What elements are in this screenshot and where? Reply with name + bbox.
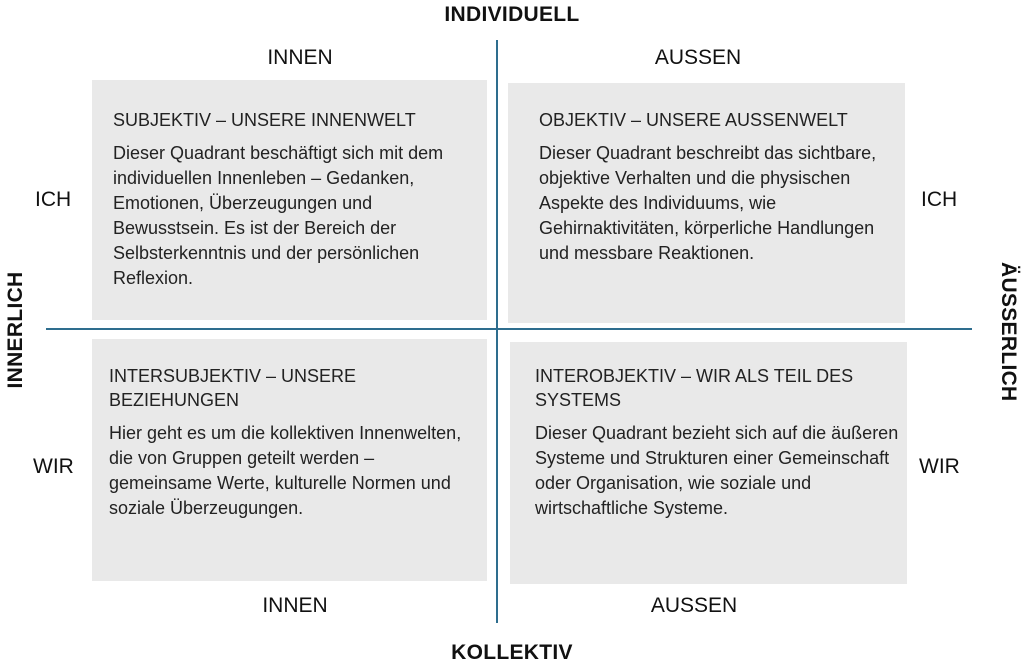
quadrant-intersubjective [92,339,487,581]
row-label-left-top: ICH [35,188,72,211]
quadrant-title: SUBJEKTIV – UNSERE INNENWELT [113,110,416,130]
quadrant-body: Dieser Quadrant beschreibt das sichtbare, objektive Verhalten und die physischen Aspekte des Individuums, wie Gehirnaktivitäten, körperliche Handlungen und messbare Reaktionen. [539,143,877,263]
axis-title-bottom: KOLLEKTIV [451,641,573,664]
vertical-axis-line [496,40,498,623]
quadrant-subjective [92,80,487,320]
row-label-right-bottom: WIR [919,455,960,478]
quadrant-title: INTEROBJEKTIV – WIR ALS TEIL DES SYSTEMS [535,366,854,410]
column-label-bottom-left: INNEN [262,594,328,617]
column-label-top-left: INNEN [267,46,333,69]
quadrant-body: Hier geht es um die kollektiven Innenwelten, die von Gruppen geteilt werden – gemeinsame Werte, kulturelle Normen und soziale Überzeugungen. [109,423,462,518]
quadrant-interobjective [510,342,907,584]
horizontal-axis-line [46,328,972,330]
quadrant-objective [508,83,905,323]
axis-title-right: ÄUSSERLICH [997,262,1020,402]
row-label-right-top: ICH [921,188,958,211]
quadrant-title: OBJEKTIV – UNSERE AUSSENWELT [539,110,848,130]
column-label-bottom-right: AUSSEN [650,594,738,617]
quadrant-body: Dieser Quadrant beschäftigt sich mit dem individuellen Innenleben – Gedanken, Emotionen, Überzeugungen und Bewusstsein. Es ist der Bereich der Selbsterkenntnis und der persönlichen Reflexion. [113,143,444,288]
column-label-top-right: AUSSEN [654,46,742,69]
quadrant-title: INTERSUBJEKTIV – UNSERE BEZIEHUNGEN [109,366,357,410]
axis-title-left: INNERLICH [4,271,27,389]
axis-title-top: INDIVIDUELL [444,3,580,26]
row-label-left-bottom: WIR [33,455,74,478]
quadrant-body: Dieser Quadrant bezieht sich auf die äußeren Systeme und Strukturen einer Gemeinschaft oder Organisation, wie soziale und wirtschaftliche Systeme. [535,423,899,518]
